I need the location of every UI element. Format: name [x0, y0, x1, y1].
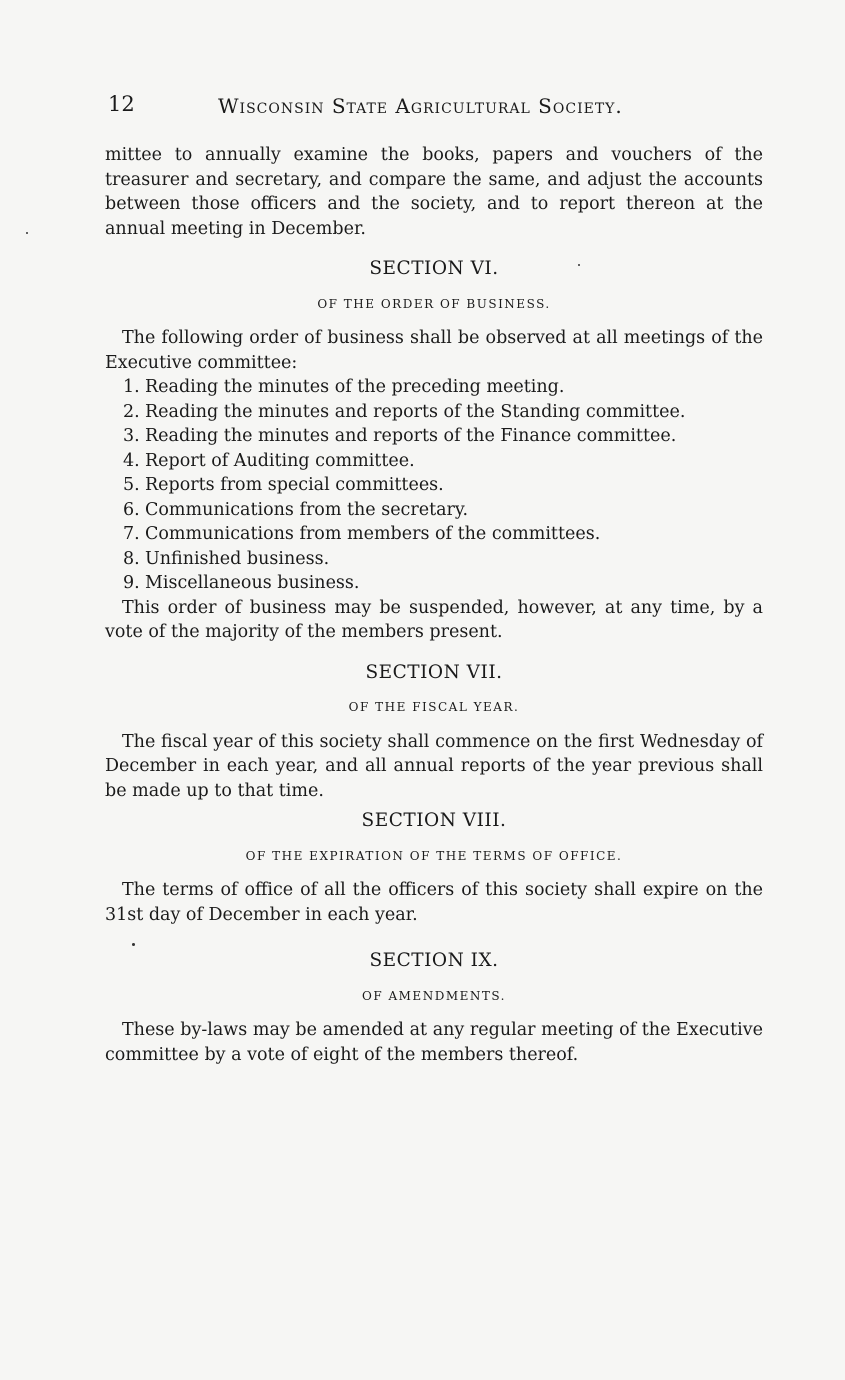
list-item-text: Miscellaneous business. — [145, 573, 360, 593]
list-item — [123, 424, 763, 449]
list-item-text: Communications from members of the committees. — [145, 524, 601, 544]
list-item-text: Reading the minutes and reports of the Standing committee. — [145, 401, 686, 422]
section-7-body: The fiscal year of this society shall commence on the first Wednesday of December in each year, and all annual reports of the year previous shall be made up to that time. — [105, 731, 763, 801]
section-9-subtitle: OF AMENDMENTS. — [362, 988, 506, 1003]
list-item — [123, 449, 763, 474]
list-item-number: 5. — [123, 475, 140, 495]
list-item-number: 9. — [123, 573, 140, 593]
scan-speck — [132, 943, 135, 946]
section-7 — [105, 661, 763, 804]
list-item-number: 7. — [123, 524, 140, 544]
section-8-body: The terms of office of all the officers of this society shall expire on the 31st day of December in each year. — [105, 880, 763, 925]
list-item-number: 2. — [123, 401, 140, 422]
section-9-title: SECTION IX. — [369, 950, 499, 971]
section-6-subtitle: OF THE ORDER OF BUSINESS. — [317, 296, 551, 311]
list-item — [123, 473, 763, 498]
list-item — [123, 498, 763, 523]
list-item-text: Communications from the secretary. — [145, 499, 469, 520]
list-item — [123, 522, 763, 547]
section-8-title: SECTION VIII. — [361, 810, 507, 831]
section-8-subtitle: OF THE EXPIRATION OF THE TERMS OF OFFICE. — [245, 848, 623, 863]
page-number: 12 — [108, 92, 135, 116]
section-9 — [105, 949, 763, 1067]
body-text — [105, 143, 763, 1067]
list-item-text: Reports from special committees. — [145, 475, 444, 495]
list-item-number: 8. — [123, 548, 140, 569]
list-item-text: Reading the minutes and reports of the Finance committee. — [145, 426, 677, 446]
list-item — [123, 400, 763, 425]
list-item-number: 1. — [123, 377, 140, 397]
section-6-closing: This order of business may be suspended, however, at any time, by a vote of the majority of the members present. — [105, 597, 763, 642]
page-header — [108, 92, 763, 122]
list-item-text: Unfinished business. — [145, 548, 330, 569]
scan-speck — [26, 232, 28, 234]
list-item-text: Reading the minutes of the preceding meeting. — [145, 377, 565, 397]
section-6-intro: The following order of business shall be observed at all meetings of the Executive committee: — [105, 328, 763, 373]
scan-speck — [578, 264, 580, 266]
intro-paragraph: mittee to annually examine the books, papers and vouchers of the treasurer and secretary, and compare the same, and adjust the accounts between those officers and the society, and to report thereon at the annual meeting in December. — [105, 145, 763, 239]
running-title: Wisconsin State Agricultural Society. — [218, 94, 623, 118]
section-9-body: These by-laws may be amended at any regular meeting of the Executive committee by a vote of eight of the members thereof. — [105, 1020, 763, 1065]
list-item — [123, 547, 763, 572]
section-6 — [105, 257, 763, 645]
section-7-title: SECTION VII. — [365, 661, 503, 683]
list-item-text: Report of Auditing committee. — [145, 450, 415, 471]
list-item-number: 6. — [123, 499, 140, 520]
list-item — [123, 571, 763, 596]
list-item-number: 4. — [123, 450, 140, 471]
section-8 — [105, 809, 763, 927]
section-7-subtitle: OF THE FISCAL YEAR. — [348, 700, 520, 714]
section-6-title: SECTION VI. — [369, 258, 499, 279]
order-of-business-list — [105, 375, 763, 596]
list-item-number: 3. — [123, 426, 140, 446]
list-item — [123, 375, 763, 400]
